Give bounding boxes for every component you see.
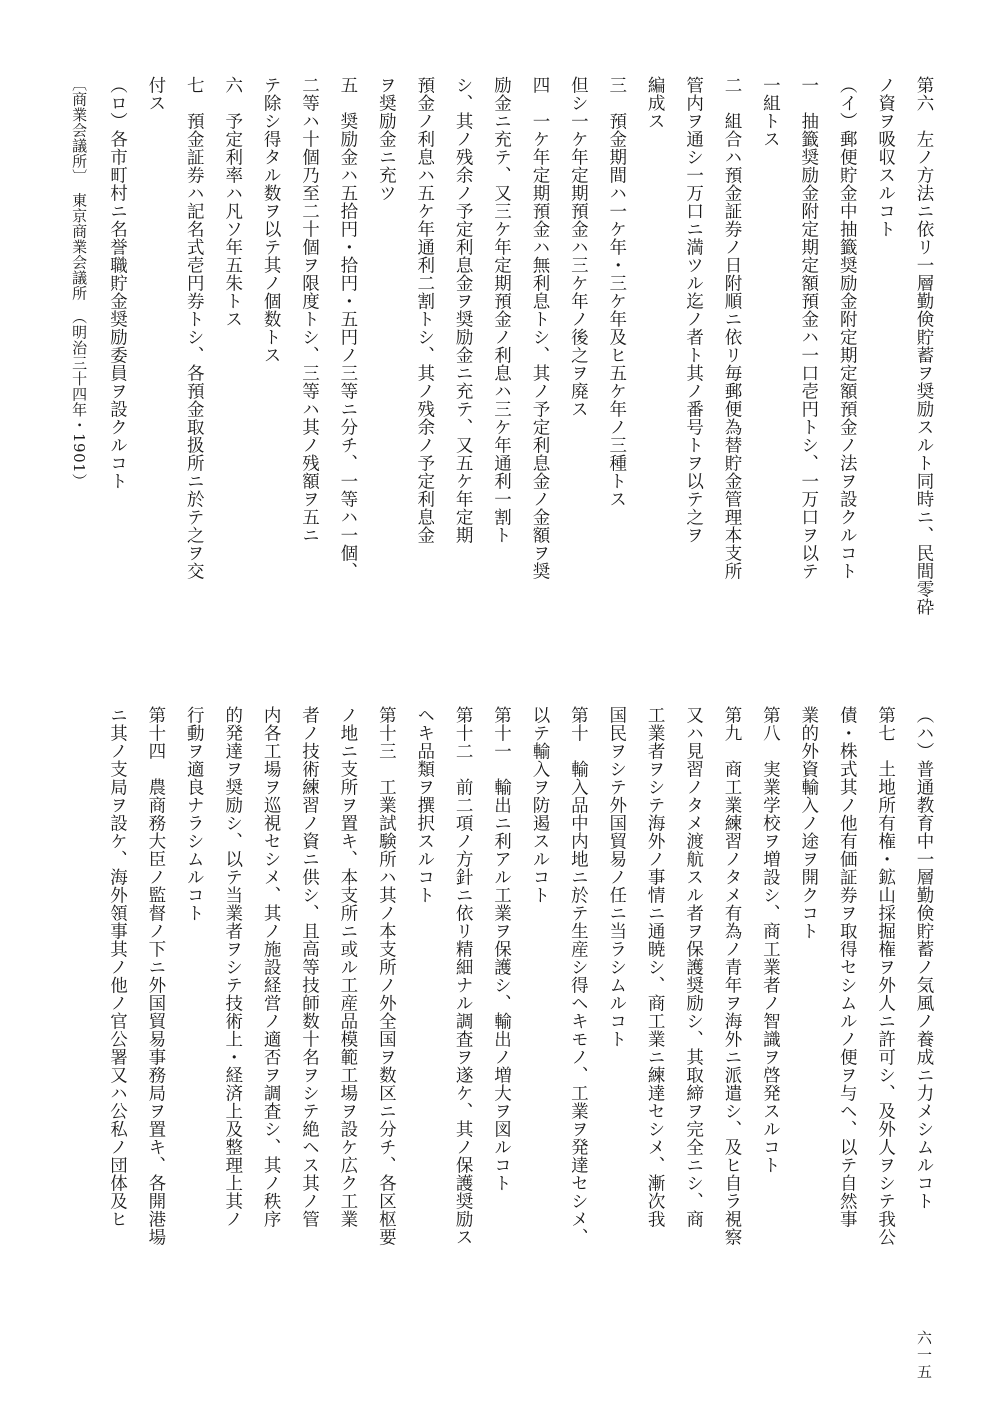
text-column: 預金ノ利息ハ五ケ年通利二割トシ、其ノ残余ノ予定利息金: [414, 76, 435, 544]
text-column: 付ス: [145, 76, 166, 112]
text-column: 三 預金期間ハ一ケ年・三ケ年及ヒ五ケ年ノ三種トス: [606, 76, 627, 508]
text-column: 六 予定利率ハ凡ソ年五朱トス: [222, 76, 243, 328]
text-column: 二 組合ハ預金証券ノ日附順ニ依リ毎郵便為替貯金管理本支所: [721, 76, 742, 580]
bottom-text-block: [73, 706, 943, 1326]
text-column: 一 抽籤奨励金附定期定額預金ハ一口壱円トシ、一万口ヲ以テ: [798, 76, 819, 580]
text-column: 五 奨励金ハ五拾円・拾円・五円ノ三等ニ分チ、一等ハ一個、: [337, 76, 358, 580]
text-column: 又ハ見習ノタメ渡航スル者ヲ保護奨励シ、其取締ヲ完全ニシ、商: [683, 706, 704, 1228]
text-column: 但シ一ケ年定期預金ハ三ケ年ノ後之ヲ廃ス: [568, 76, 589, 418]
text-column: 第十 輸入品中内地ニ於テ生産シ得ヘキモノ、工業ヲ発達セシメ、: [568, 706, 589, 1246]
text-column: ニ其ノ支局ヲ設ケ、海外領事其ノ他ノ官公署又ハ公私ノ団体及ヒ: [107, 706, 128, 1228]
text-column: ヘキ品類ヲ撰択スルコト: [414, 706, 435, 904]
text-column: 第十四 農商務大臣ノ監督ノ下ニ外国貿易事務局ヲ置キ、各開港場: [145, 706, 166, 1246]
text-column: （イ）郵便貯金中抽籤奨励金附定期定額預金ノ法ヲ設クルコト: [837, 76, 858, 580]
text-column: 二等ハ十個乃至二十個ヲ限度トシ、三等ハ其ノ残額ヲ五ニ: [299, 76, 320, 544]
text-column: シ、其ノ残余ノ予定利息金ヲ奨励金ニ充テ、又五ケ年定期: [453, 76, 474, 544]
text-column: 四 一ケ年定期預金ハ無利息トシ、其ノ予定利息金ノ金額ヲ奨: [529, 76, 550, 580]
text-column: 第九 商工業練習ノタメ有為ノ青年ヲ海外ニ派遣シ、及ヒ自ラ視察: [721, 706, 742, 1246]
text-column: 工業者ヲシテ海外ノ事情ニ通暁シ、商工業ニ練達セシメ、漸次我: [645, 706, 666, 1228]
text-column: 編成ス: [645, 76, 666, 130]
page-number: 六一五: [915, 1330, 933, 1381]
text-column: 管内ヲ通シ一万口ニ満ツル迄ノ者ト其ノ番号トヲ以テ之ヲ: [683, 76, 704, 544]
text-column: 一組トス: [760, 76, 781, 148]
text-column: 業的外資輸入ノ途ヲ開クコト: [798, 706, 819, 940]
text-column: 励金ニ充テ、又三ケ年定期預金ノ利息ハ三ケ年通利一割ト: [491, 76, 512, 544]
text-column: 第十二 前二項ノ方針ニ依リ精細ナル調査ヲ遂ケ、其ノ保護奨励ス: [453, 706, 474, 1246]
source-credit: 〔商業会議所〕 東京商業会議所 （明治三十四年・1901）: [70, 76, 89, 489]
text-column: 内各工場ヲ巡視セシメ、其ノ施設経営ノ適否ヲ調査シ、其ノ秩序: [261, 706, 282, 1228]
text-column: ノ地ニ支所ヲ置キ、本支所ニ或ル工産品模範工場ヲ設ケ広ク工業: [337, 706, 358, 1228]
text-column: （ハ）普通教育中一層勤倹貯蓄ノ気風ノ養成ニ力メシムルコト: [914, 706, 934, 1210]
text-column: テ除シ得タル数ヲ以テ其ノ個数トス: [261, 76, 282, 364]
text-column: ヲ奨励金ニ充ツ: [376, 76, 397, 202]
text-column: 第十三 工業試験所ハ其ノ本支所ノ外全国ヲ数区ニ分チ、各区枢要: [376, 706, 397, 1246]
text-column: 以テ輸入ヲ防遏スルコト: [529, 706, 550, 904]
text-column: 第六 左ノ方法ニ依リ一層勤倹貯蓄ヲ奨励スルト同時ニ、民間零砕: [914, 76, 934, 616]
text-column: 国民ヲシテ外国貿易ノ任ニ当ラシムルコト: [606, 706, 627, 1048]
top-text-block: [70, 76, 943, 646]
text-column: 第十一 輸出ニ利アル工業ヲ保護シ、輸出ノ増大ヲ図ルコト: [491, 706, 512, 1192]
text-column: （ロ）各市町村ニ名誉職貯金奨励委員ヲ設クルコト: [107, 76, 128, 490]
text-column: 債・株式其ノ他有価証券ヲ取得セシムルノ便ヲ与ヘ、以テ自然事: [837, 706, 858, 1228]
text-column: 七 預金証券ハ記名式壱円券トシ、各預金取扱所ニ於テ之ヲ交: [184, 76, 205, 580]
text-column: 的発達ヲ奨励シ、以テ当業者ヲシテ技術上・経済上及整理上其ノ: [222, 706, 243, 1228]
text-column: ノ資ヲ吸収スルコト: [875, 76, 896, 238]
text-column: 者ノ技術練習ノ資ニ供シ、且高等技師数十名ヲシテ絶ヘス其ノ管: [299, 706, 320, 1228]
text-column: 行動ヲ適良ナラシムルコト: [184, 706, 205, 922]
text-column: 第七 土地所有権・鉱山採掘権ヲ外人ニ許可シ、及外人ヲシテ我公: [875, 706, 896, 1246]
text-column: 第八 実業学校ヲ増設シ、商工業者ノ智識ヲ啓発スルコト: [760, 706, 781, 1174]
